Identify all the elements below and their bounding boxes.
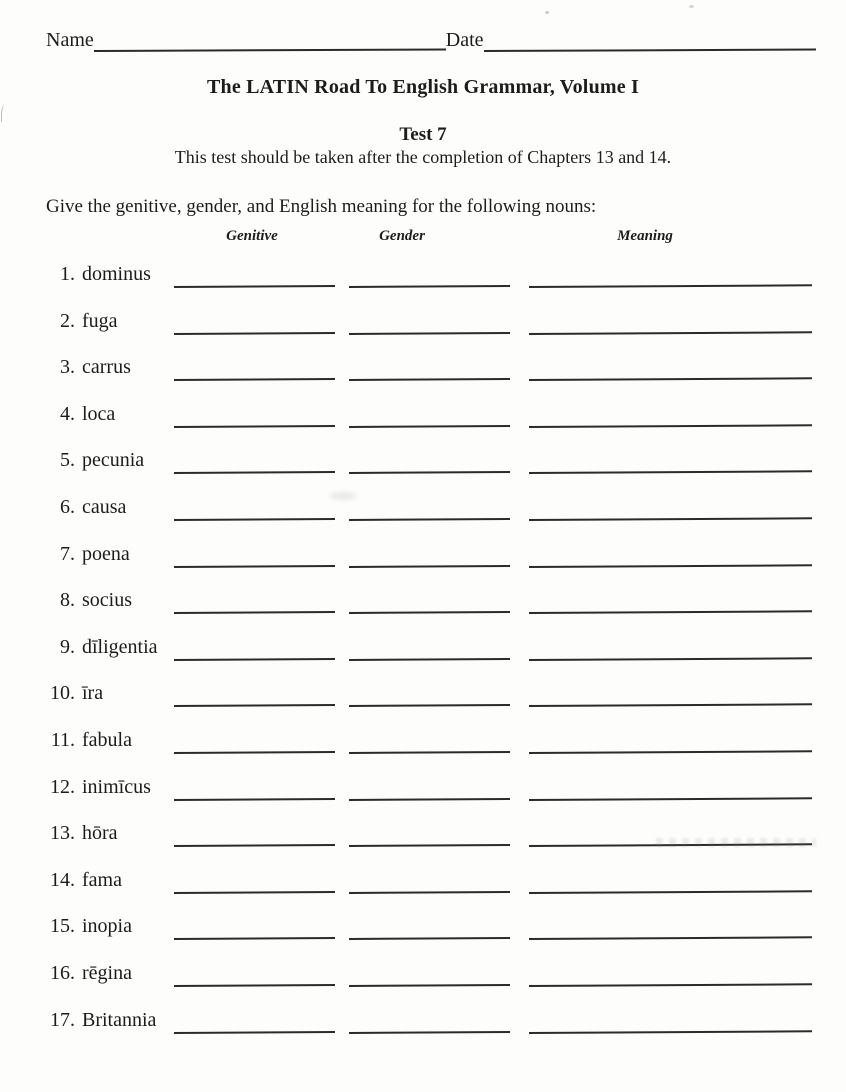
worksheet-row bbox=[0, 957, 846, 1004]
column-header-meaning: Meaning bbox=[617, 228, 673, 244]
genitive-blank-line bbox=[174, 639, 335, 661]
gender-blank-line bbox=[349, 639, 510, 661]
scan-artifact bbox=[1, 104, 9, 122]
latin-word: Britannia bbox=[82, 1008, 157, 1031]
item-number: 12. bbox=[50, 775, 75, 798]
item-number: 1. bbox=[60, 263, 75, 285]
worksheet-row bbox=[0, 724, 846, 771]
gender-blank-line bbox=[349, 546, 510, 568]
item-number: 16. bbox=[50, 961, 75, 984]
genitive-blank-line bbox=[174, 1012, 335, 1034]
item-number: 2. bbox=[60, 309, 75, 332]
gender-blank-line bbox=[349, 592, 510, 614]
worksheet-row bbox=[0, 1004, 846, 1051]
worksheet-row bbox=[0, 910, 846, 957]
genitive-blank-line bbox=[174, 825, 335, 847]
meaning-blank-line bbox=[529, 1011, 812, 1034]
genitive-blank-line bbox=[174, 546, 335, 568]
latin-word: socius bbox=[82, 589, 132, 612]
worksheet-row bbox=[0, 444, 846, 491]
latin-word: fabula bbox=[82, 728, 132, 751]
worksheet-row bbox=[0, 864, 846, 911]
item-number: 13. bbox=[50, 822, 75, 845]
column-header-genitive: Genitive bbox=[226, 228, 278, 244]
document-title: The LATIN Road To English Grammar, Volume I bbox=[206, 76, 640, 98]
column-header-gender: Gender bbox=[379, 228, 425, 244]
genitive-blank-line bbox=[174, 592, 335, 614]
worksheet-row bbox=[0, 584, 846, 631]
date-label: Date bbox=[445, 29, 484, 51]
item-number: 9. bbox=[60, 635, 75, 658]
worksheet-row bbox=[0, 305, 846, 352]
latin-word: carrus bbox=[82, 356, 131, 379]
meaning-blank-line bbox=[529, 685, 812, 708]
item-number: 17. bbox=[50, 1008, 75, 1031]
latin-word: fama bbox=[82, 868, 122, 891]
name-label: Name bbox=[46, 29, 94, 51]
item-number: 6. bbox=[60, 495, 75, 518]
genitive-blank-line bbox=[174, 499, 335, 521]
item-number: 11. bbox=[50, 728, 75, 751]
latin-word: inimīcus bbox=[82, 775, 151, 798]
meaning-blank-line bbox=[529, 265, 812, 288]
worksheet-row bbox=[0, 631, 846, 678]
meaning-blank-line bbox=[529, 824, 812, 847]
latin-word: dominus bbox=[82, 263, 151, 285]
gender-blank-line bbox=[349, 965, 510, 987]
latin-word: rēgina bbox=[82, 961, 132, 984]
gender-blank-line bbox=[349, 313, 510, 335]
worksheet-row bbox=[0, 491, 846, 538]
meaning-blank-line bbox=[529, 731, 812, 754]
item-number: 5. bbox=[60, 449, 75, 472]
worksheet-rows bbox=[0, 258, 846, 1050]
worksheet-row bbox=[0, 398, 846, 445]
latin-word: poena bbox=[82, 542, 130, 565]
meaning-blank-line bbox=[529, 871, 812, 894]
gender-blank-line bbox=[349, 1012, 510, 1034]
name-blank-line bbox=[94, 26, 446, 52]
date-blank-line bbox=[483, 27, 816, 52]
gender-blank-line bbox=[349, 266, 510, 288]
gender-blank-line bbox=[349, 359, 510, 381]
genitive-blank-line bbox=[174, 685, 335, 707]
meaning-blank-line bbox=[529, 312, 812, 335]
latin-word: causa bbox=[82, 495, 127, 518]
item-number: 4. bbox=[60, 402, 75, 425]
latin-word: īra bbox=[82, 682, 104, 705]
genitive-blank-line bbox=[174, 359, 335, 381]
meaning-blank-line bbox=[529, 964, 812, 987]
meaning-blank-line bbox=[529, 405, 812, 428]
test-subtitle: This test should be taken after the completion of Chapters 13 and 14. bbox=[174, 147, 672, 167]
worksheet-row bbox=[0, 351, 846, 398]
gender-blank-line bbox=[349, 732, 510, 754]
worksheet-row bbox=[0, 771, 846, 818]
meaning-blank-line bbox=[529, 591, 812, 614]
meaning-blank-line bbox=[529, 452, 812, 475]
meaning-blank-line bbox=[529, 545, 812, 568]
gender-blank-line bbox=[349, 825, 510, 847]
name-date-row bbox=[46, 28, 816, 52]
latin-word: pecunia bbox=[82, 449, 145, 472]
gender-blank-line bbox=[349, 872, 510, 894]
instruction-text: Give the genitive, gender, and English meaning for the following nouns: bbox=[46, 196, 597, 217]
latin-word: dīligentia bbox=[82, 635, 158, 658]
item-number: 7. bbox=[60, 542, 75, 565]
worksheet-row bbox=[0, 538, 846, 585]
genitive-blank-line bbox=[174, 266, 335, 288]
item-number: 15. bbox=[50, 915, 75, 938]
gender-blank-line bbox=[349, 499, 510, 521]
item-number: 8. bbox=[60, 589, 75, 612]
item-number: 10. bbox=[50, 682, 75, 705]
genitive-blank-line bbox=[174, 452, 335, 474]
gender-blank-line bbox=[349, 452, 510, 474]
scan-artifact bbox=[545, 11, 549, 14]
gender-blank-line bbox=[349, 779, 510, 801]
genitive-blank-line bbox=[174, 313, 335, 335]
latin-word: loca bbox=[82, 402, 116, 425]
genitive-blank-line bbox=[174, 918, 335, 940]
latin-word: inopia bbox=[82, 915, 132, 938]
meaning-blank-line bbox=[529, 778, 812, 801]
item-number: 3. bbox=[60, 356, 75, 379]
genitive-blank-line bbox=[174, 406, 335, 428]
meaning-blank-line bbox=[529, 638, 812, 661]
genitive-blank-line bbox=[174, 965, 335, 987]
gender-blank-line bbox=[349, 918, 510, 940]
item-number: 14. bbox=[50, 868, 75, 891]
gender-blank-line bbox=[349, 406, 510, 428]
genitive-blank-line bbox=[174, 779, 335, 801]
meaning-blank-line bbox=[529, 358, 812, 381]
worksheet-row bbox=[0, 817, 846, 864]
worksheet-row bbox=[0, 258, 846, 305]
scan-artifact bbox=[689, 5, 694, 8]
gender-blank-line bbox=[349, 685, 510, 707]
meaning-blank-line bbox=[529, 918, 812, 941]
genitive-blank-line bbox=[174, 732, 335, 754]
test-number-heading: Test 7 bbox=[399, 124, 447, 145]
latin-word: fuga bbox=[82, 309, 118, 332]
worksheet-row bbox=[0, 677, 846, 724]
genitive-blank-line bbox=[174, 872, 335, 894]
latin-word: hōra bbox=[82, 822, 118, 845]
meaning-blank-line bbox=[529, 498, 812, 521]
